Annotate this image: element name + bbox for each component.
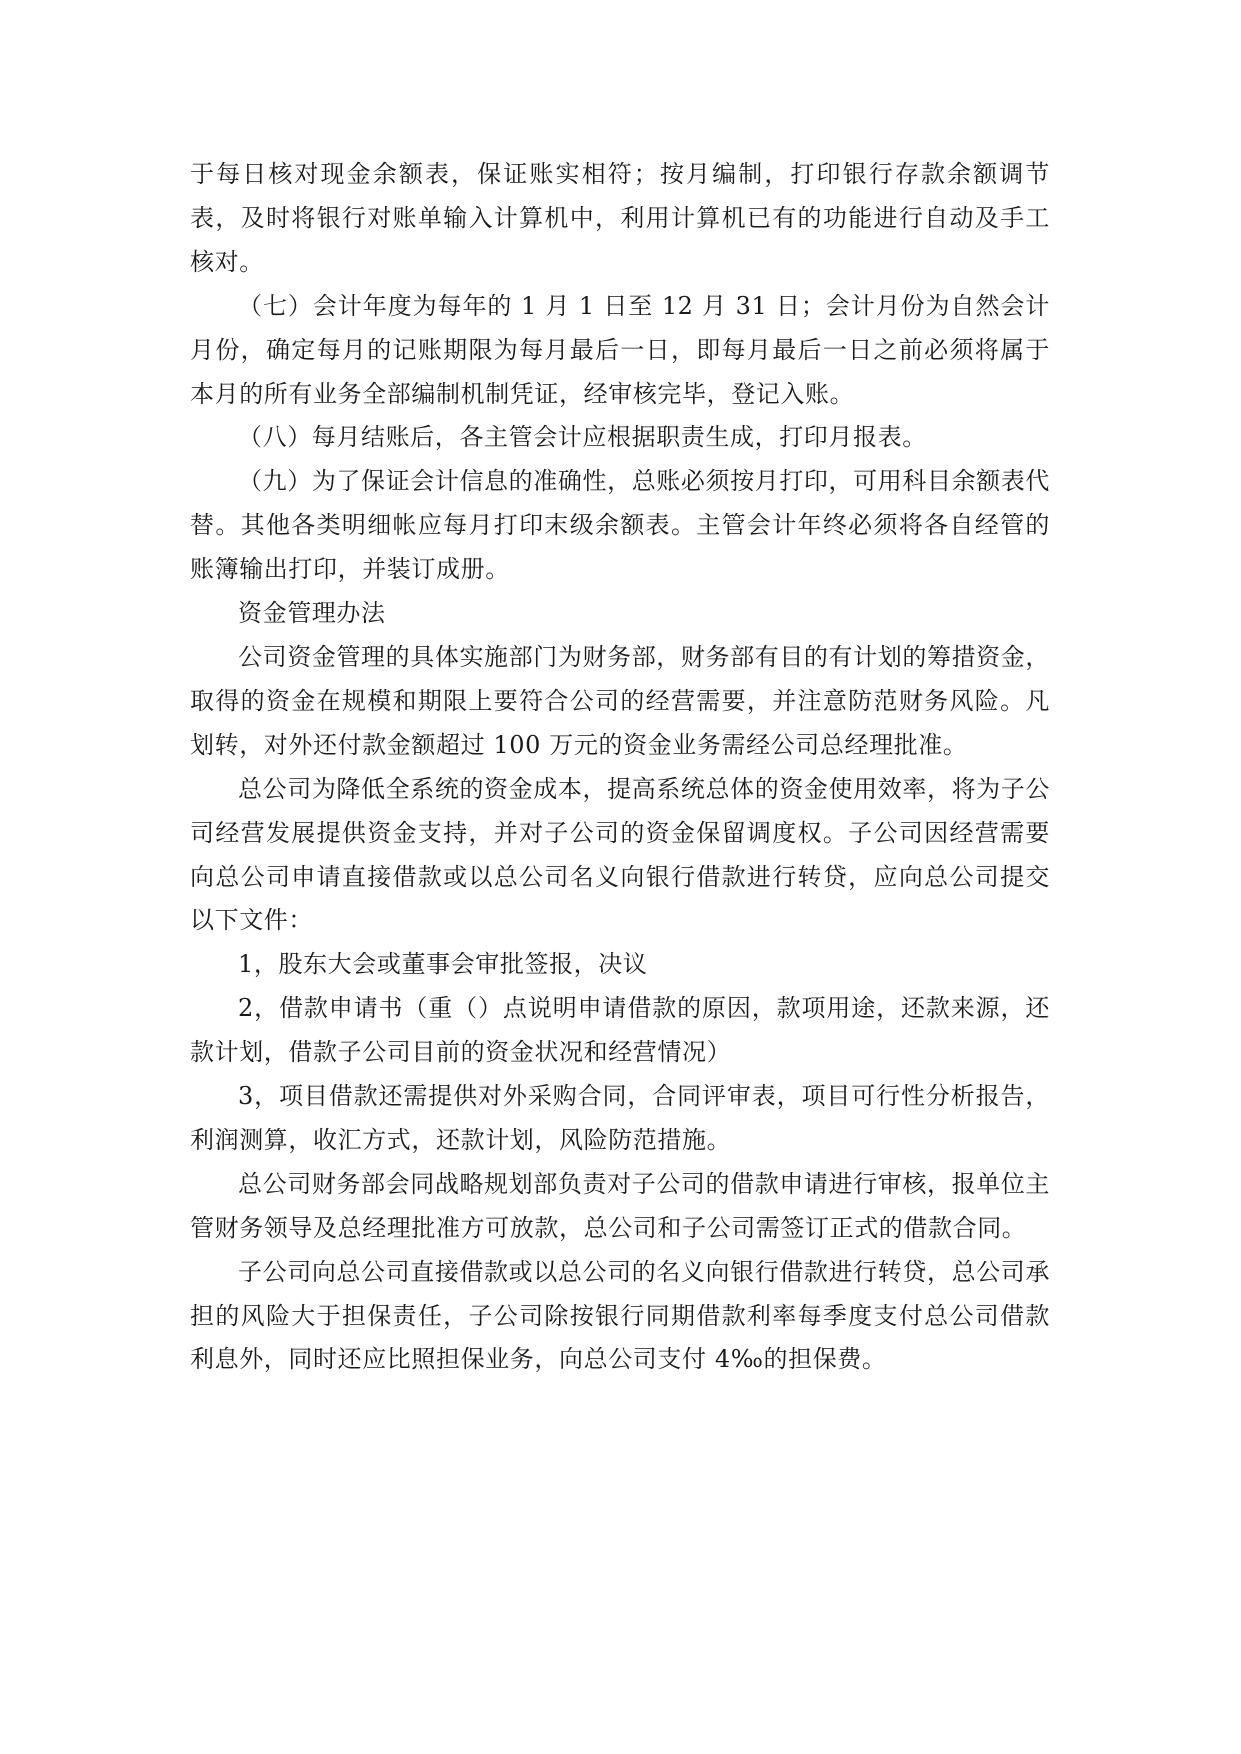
paragraph-p7: 总公司为降低全系统的资金成本，提高系统总体的资金使用效率，将为子公司经营发展提供资金支持，并对子公司的资金保留调度权。子公司因经营需要向总公司申请直接借款或以总公司名义向银行借款进行转贷，应向总公司提交以下文件： <box>190 774 1050 935</box>
paragraph-p6: 公司资金管理的具体实施部门为财务部，财务部有目的有计划的筹措资金，取得的资金在规模和期限上要符合公司的经营需要，并注意防范财务风险。凡划转，对外还付款金额超过 100 万元的资金业务需经公司总经理批准。 <box>190 642 1050 759</box>
list-item-1: 1，股东大会或董事会审批签报，决议 <box>238 950 648 979</box>
paragraph-p12: 子公司向总公司直接借款或以总公司的名义向银行借款进行转贷，总公司承担的风险大于担保责任，子公司除按银行同期借款利率每季度支付总公司借款利息外，同时还应比照担保业务，向总公司支付 4‰的担保费。 <box>190 1257 1050 1374</box>
paragraph-p2: （七）会计年度为每年的 1 月 1 日至 12 月 31 日；会计月份为自然会计月份，确定每月的记账期限为每月最后一日，即每月最后一日之前必须将属于本月的所有业务全部编制机制凭证，经审核完毕，登记入账。 <box>190 291 1050 408</box>
paragraph-p4: （九）为了保证会计信息的准确性，总账必须按月打印，可用科目余额表代替。其他各类明细帐应每月打印末级余额表。主管会计年终必须将各自经管的账簿输出打印，并装订成册。 <box>190 467 1050 584</box>
list-item-3: 3，项目借款还需提供对外采购合同，合同评审表，项目可行性分析报告，利润测算，收汇方式，还款计划，风险防范措施。 <box>190 1082 1050 1154</box>
paragraph-p1: 于每日核对现金余额表，保证账实相符；按月编制，打印银行存款余额调节表，及时将银行对账单输入计算机中，利用计算机已有的功能进行自动及手工核对。 <box>190 160 1050 276</box>
section-heading-fund-management: 资金管理办法 <box>238 599 386 628</box>
paragraph-p11: 总公司财务部会同战略规划部负责对子公司的借款申请进行审核，报单位主管财务领导及总经理批准方可放款，总公司和子公司需签订正式的借款合同。 <box>190 1169 1050 1242</box>
document-body <box>190 153 1050 1382</box>
paragraph-p3: （八）每月结账后，各主管会计应根据职责生成，打印月报表。 <box>238 423 927 452</box>
list-item-2: 2，借款申请书（重（）点说明申请借款的原因，款项用途，还款来源，还款计划，借款子公司目前的资金状况和经营情况） <box>190 994 1050 1067</box>
